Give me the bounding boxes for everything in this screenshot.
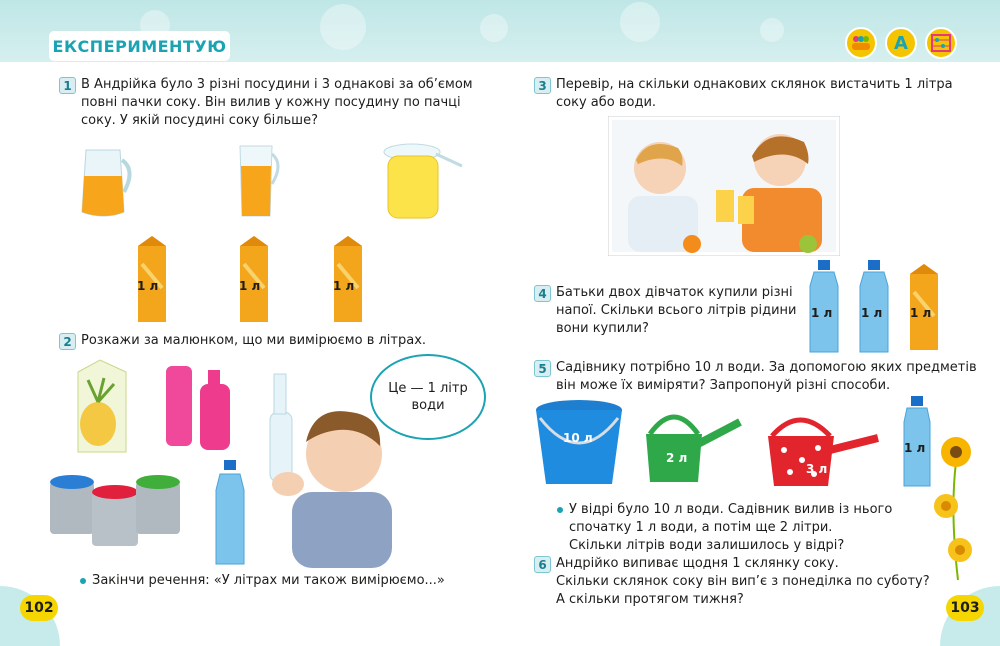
task1-text: В Андрійка було 3 різні посудини і 3 однакові за об’ємом повні пачки соку. Він вилив у кожну посудину по пачці соку. У якій посудині соку більше?: [81, 77, 473, 128]
children-juice-photo: [608, 116, 840, 256]
water-bottle: [212, 460, 248, 566]
letter-a-icon: А: [885, 27, 917, 59]
red-watering-can: [756, 410, 882, 490]
glass-jar-image: [378, 136, 468, 222]
carton-label: 1 л: [137, 279, 159, 293]
page-number-left: 102: [20, 595, 58, 621]
task2-text: Розкажи за малюнком, що ми вимірюємо в літрах.: [81, 333, 427, 348]
abacus-icon: [925, 27, 957, 59]
bullet: [557, 507, 563, 513]
green-watering-can: [636, 404, 746, 486]
task4-text: Батьки двох дівчаток купили різні напої. Скільки всього літрів рідини вони купили?: [556, 285, 797, 336]
task3-text: Перевір, на скільки однакових склянок вистачить 1 літра соку або води.: [556, 77, 953, 110]
task-number: 2: [59, 333, 76, 350]
task5-text: Садівнику потрібно 10 л води. За допомогою яких предметів він може їх виміряти? Запропонуй різні способи.: [556, 360, 977, 393]
jug-image: [76, 140, 138, 218]
page-number-right: 103: [946, 595, 984, 621]
bucket-label: 10 л: [563, 431, 593, 445]
tall-jug-image: [232, 140, 286, 220]
green-can-label: 2 л: [666, 451, 688, 465]
bottle-label: 1 л: [811, 306, 833, 320]
bullet: [80, 578, 86, 584]
task-number: 4: [534, 285, 551, 302]
carton-label: 1 л: [333, 279, 355, 293]
carton-label: 1 л: [910, 306, 932, 320]
task-number: 6: [534, 556, 551, 573]
task6-text: Андрійко випиває щодня 1 склянку соку. Скільки склянок соку він вип’є з понеділка по суботу? А скільки протягом тижня?: [556, 556, 930, 607]
task-number: 3: [534, 77, 551, 94]
section-title: ЕКСПЕРИМЕНТУЮ: [49, 31, 230, 61]
speech-bubble: Це — 1 літр води: [370, 354, 486, 440]
red-can-label: 3 л: [806, 462, 828, 476]
bottle-label: 1 л: [904, 441, 926, 455]
pineapple-juice-carton: [74, 358, 132, 454]
paint-cans: [44, 470, 190, 550]
flowers-decoration: [930, 432, 980, 582]
pink-bottles: [162, 362, 238, 452]
group-icon: [845, 27, 877, 59]
carton-label: 1 л: [239, 279, 261, 293]
bottle-label: 1 л: [861, 306, 883, 320]
task5-bullet-text: У відрі було 10 л води. Садівник вилив із нього спочатку 1 л води, а потім ще 2 літри. Скільки літрів води залишилось у відрі?: [569, 502, 893, 553]
task-number: 1: [59, 77, 76, 94]
task2-bullet-text: Закінчи речення: «У літрах ми також вимірюємо...»: [92, 573, 445, 588]
task-number: 5: [534, 360, 551, 377]
header-icons: [845, 27, 957, 59]
